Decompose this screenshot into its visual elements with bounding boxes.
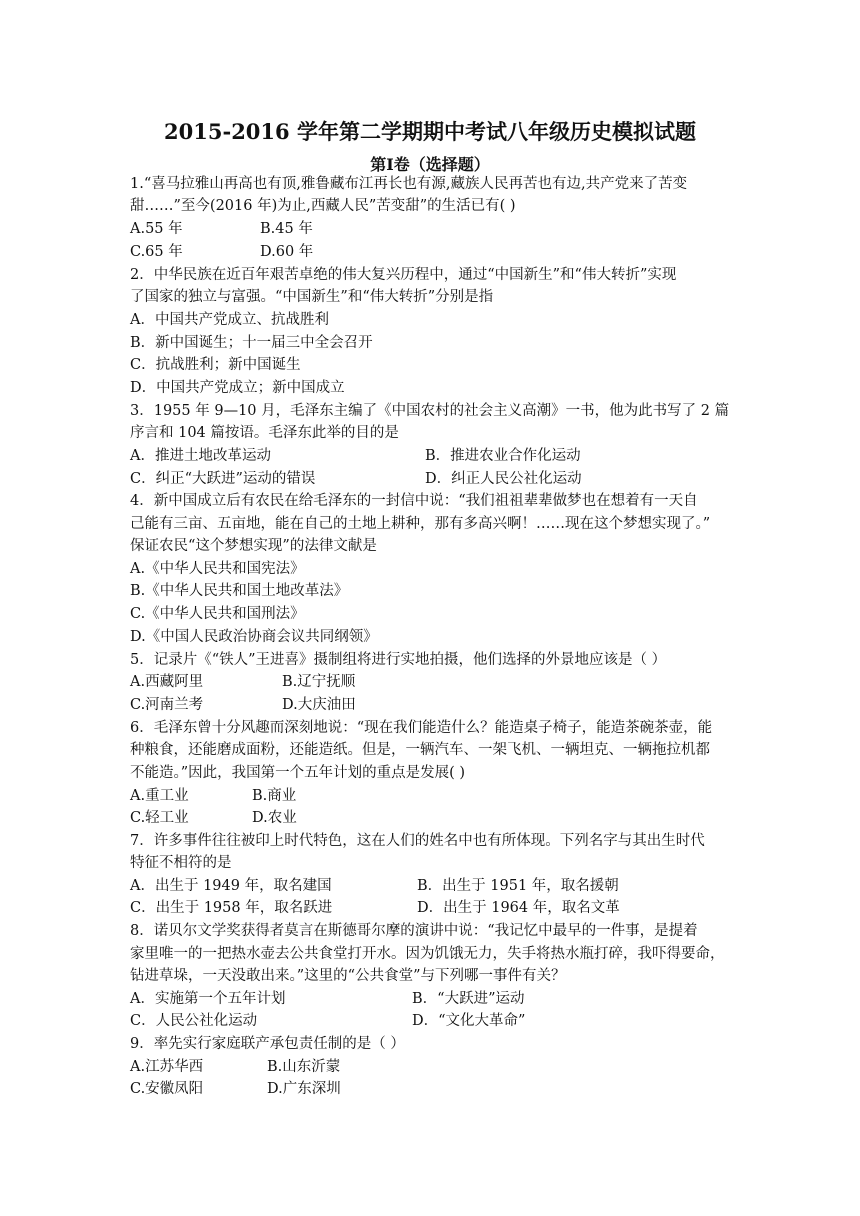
question-5-option-a: A.西藏阿里 bbox=[130, 674, 204, 690]
question-4-option-a: A.《中华人民共和国宪法》 bbox=[130, 561, 305, 577]
question-1-option-a: A.55 年 bbox=[130, 221, 183, 237]
question-7-option-c: C．出生于 1958 年，取名跃进 bbox=[130, 900, 333, 916]
question-2-option-a: A．中国共产党成立、抗战胜利 bbox=[130, 312, 329, 328]
question-3-option-d: D．纠正人民公社化运动 bbox=[425, 471, 582, 487]
question-9-option-a: A.江苏华西 bbox=[130, 1059, 204, 1075]
question-7-option-b: B．出生于 1951 年，取名援朝 bbox=[417, 878, 619, 894]
question-9-option-d: D.广东深圳 bbox=[267, 1081, 341, 1097]
question-4-line-1: 4．新中国成立后有农民在给毛泽东的一封信中说：“我们祖祖辈辈做梦也在想着有一天自 bbox=[130, 493, 698, 509]
question-3-option-a: A．推进土地改革运动 bbox=[130, 448, 271, 464]
question-9-option-c: C.安徽凤阳 bbox=[130, 1081, 204, 1097]
question-8-option-c: C．人民公社化运动 bbox=[130, 1013, 258, 1029]
question-6-option-b: B.商业 bbox=[252, 788, 297, 804]
question-7-line-2: 特征不相符的是 bbox=[130, 855, 232, 871]
question-8-option-a: A．实施第一个五年计划 bbox=[130, 991, 286, 1007]
section-heading: 第Ⅰ卷（选择题） bbox=[370, 155, 490, 174]
question-8-line-2: 家里唯一的一把热水壶去公共食堂打开水。因为饥饿无力，失手将热水瓶打碎，我吓得要命， bbox=[130, 946, 725, 962]
question-9-option-b: B.山东沂蒙 bbox=[267, 1059, 341, 1075]
question-7-option-a: A．出生于 1949 年，取名建国 bbox=[130, 878, 332, 894]
question-2-option-c: C．抗战胜利；新中国诞生 bbox=[130, 357, 301, 373]
question-4-option-b: B.《中华人民共和国土地改革法》 bbox=[130, 583, 349, 599]
question-1-option-d: D.60 年 bbox=[260, 244, 314, 260]
question-5-option-b: B.辽宁抚顺 bbox=[282, 674, 356, 690]
question-5-line-1: 5．记录片《“铁人”王进喜》摄制组将进行实地拍摄，他们选择的外景地应该是（ ） bbox=[130, 652, 667, 668]
question-7-line-1: 7．许多事件往往被印上时代特色，这在人们的姓名中也有所体现。下列名字与其出生时代 bbox=[130, 833, 705, 849]
question-3-line-2: 序言和 104 篇按语。毛泽东此举的目的是 bbox=[130, 425, 399, 441]
question-8-line-1: 8．诺贝尔文学奖获得者莫言在斯德哥尔摩的演讲中说：“我记忆中最早的一件事，是提着 bbox=[130, 923, 698, 939]
question-4-line-2: 己能有三亩、五亩地，能在自己的土地上耕种，那有多高兴啊！……现在这个梦想实现了。” bbox=[130, 516, 711, 532]
question-8-option-d: D．“文化大革命” bbox=[412, 1013, 526, 1029]
question-5-option-d: D.大庆油田 bbox=[282, 697, 356, 713]
question-6-option-d: D.农业 bbox=[252, 810, 297, 826]
question-3-line-1: 3．1955 年 9—10 月，毛泽东主编了《中国农村的社会主义高潮》一书，他为此书写了 2 篇 bbox=[130, 403, 730, 419]
question-8-line-3: 钻进草垛，一天没敢出来。”这里的“公共食堂”与下列哪一事件有关？ bbox=[130, 968, 566, 984]
question-6-line-1: 6．毛泽东曾十分风趣而深刻地说：“现在我们能造什么？能造桌子椅子，能造茶碗茶壶，能 bbox=[130, 720, 713, 736]
question-2-option-b: B．新中国诞生；十一届三中全会召开 bbox=[130, 335, 373, 351]
question-4-option-c: C.《中华人民共和国刑法》 bbox=[130, 606, 305, 622]
question-3-option-c: C．纠正“大跃进”运动的错误 bbox=[130, 471, 316, 487]
question-6-option-c: C.轻工业 bbox=[130, 810, 189, 826]
question-9-line-1: 9．率先实行家庭联产承包责任制的是（ ） bbox=[130, 1036, 405, 1052]
question-2-option-d: D．中国共产党成立；新中国成立 bbox=[130, 380, 345, 396]
question-2-line-2: 了国家的独立与富强。“中国新生”和“伟大转折”分别是指 bbox=[130, 289, 494, 305]
question-6-line-2: 种粮食，还能磨成面粉，还能造纸。但是，一辆汽车、一架飞机、一辆坦克、一辆拖拉机都 bbox=[130, 742, 710, 758]
question-7-option-d: D．出生于 1964 年，取名文革 bbox=[417, 900, 620, 916]
exam-title: 2015-2016 学年第二学期期中考试八年级历史模拟试题 bbox=[164, 119, 696, 144]
question-1-line-1: 1.“喜马拉雅山再高也有顶,雅鲁藏布江再长也有源,藏族人民再苦也有边,共产党来了苦变 bbox=[130, 176, 688, 192]
question-6-option-a: A.重工业 bbox=[130, 788, 189, 804]
question-1-option-b: B.45 年 bbox=[260, 221, 313, 237]
question-1-option-c: C.65 年 bbox=[130, 244, 183, 260]
question-8-option-b: B．“大跃进”运动 bbox=[412, 991, 525, 1007]
question-6-line-3: 不能造。”因此，我国第一个五年计划的重点是发展( ) bbox=[130, 765, 466, 781]
question-5-option-c: C.河南兰考 bbox=[130, 697, 204, 713]
question-1-line-2: 甜……”至今(2016 年)为止,西藏人民”苦变甜”的生活已有( ) bbox=[130, 198, 516, 214]
question-2-line-1: 2．中华民族在近百年艰苦卓绝的伟大复兴历程中，通过“中国新生”和“伟大转折”实现 bbox=[130, 267, 677, 283]
question-4-line-3: 保证农民“这个梦想实现”的法律文献是 bbox=[130, 538, 377, 554]
question-4-option-d: D.《中国人民政治协商会议共同纲领》 bbox=[130, 629, 378, 645]
question-3-option-b: B．推进农业合作化运动 bbox=[425, 448, 581, 464]
